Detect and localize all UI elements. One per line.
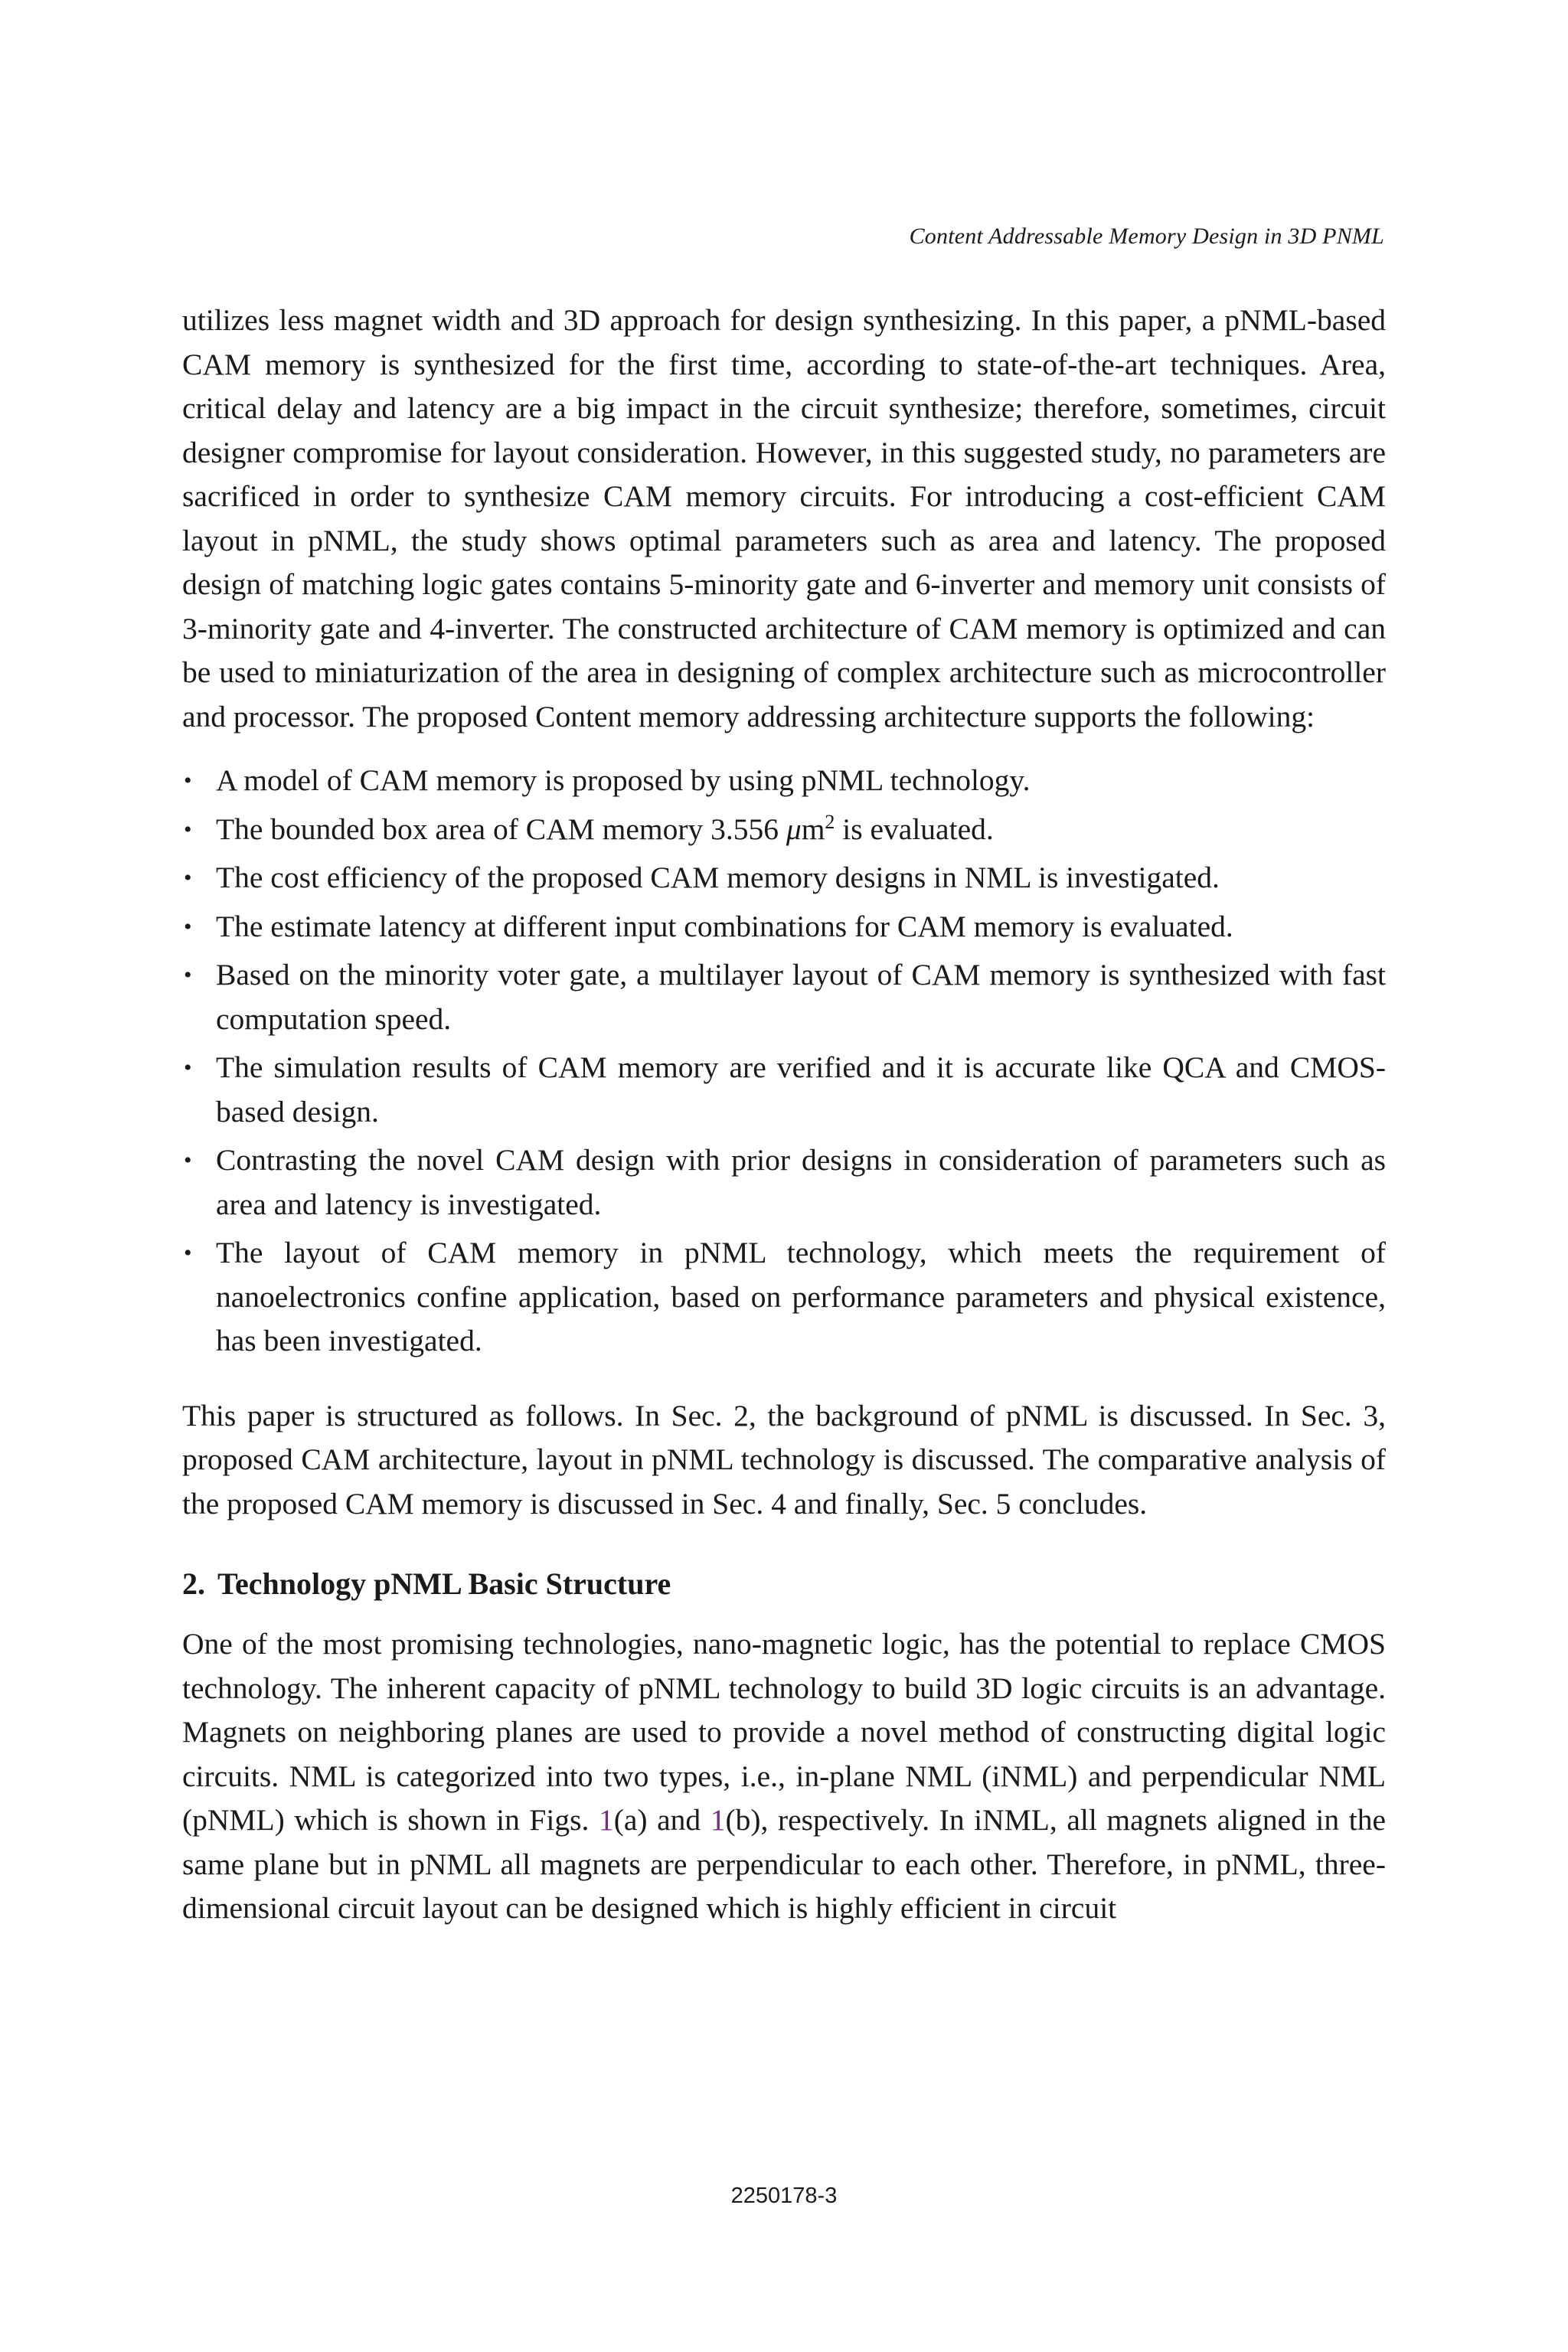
bullet-icon: •	[184, 1240, 192, 1266]
running-header: Content Addressable Memory Design in 3D PNML	[909, 224, 1384, 249]
list-item	[182, 1231, 1386, 1364]
unit-superscript: 2	[825, 810, 835, 833]
intro-paragraph: utilizes less magnet width and 3D approach for design synthesizing. In this paper, a pNML-based CAM memory is synthesized for the first time, according to state-of-the-art techniques. Area, critical delay and latency are a big impact in the circuit synthesize; therefore, sometimes, circuit designer compromise for layout consideration. However, in this suggested study, no parameters are sacrificed in order to synthesize CAM memory circuits. For introducing a cost-efficient CAM layout in pNML, the study shows optimal parameters such as area and latency. The proposed design of matching logic gates contains 5-minority gate and 6-inverter and memory unit consists of 3-minority gate and 4-inverter. The constructed architecture of CAM memory is optimized and can be used to miniaturization of the area in designing of complex architecture such as microcontroller and processor. The proposed Content memory addressing architecture supports the following:	[182, 303, 1386, 733]
section-heading	[182, 1563, 1386, 1606]
list-item-text: The bounded box area of CAM memory 3.556	[216, 812, 786, 846]
list-item	[182, 905, 1386, 949]
structure-paragraph: This paper is structured as follows. In Sec. 2, the background of pNML is discussed. In Sec. 3, proposed CAM architecture, layout in pNML technology is discussed. The comparative analysis of the proposed CAM memory is discussed in Sec. 4 and finally, Sec. 5 concludes.	[182, 1398, 1386, 1521]
bullet-icon: •	[184, 816, 192, 842]
section-title: Technology pNML Basic Structure	[217, 1566, 671, 1601]
list-item-text-tail: is evaluated.	[835, 812, 994, 846]
page-body	[182, 299, 1386, 1931]
section-text: One of the most promising technologies, nano-magnetic logic, has the potential to replace CMOS technology. The inherent capacity of pNML technology to build 3D logic circuits is an advantage. Magnets on neighboring planes are used to provide a novel method of constructing digital logic circuits. NML is categorized into two types, i.e., in-plane NML (iNML) and perpendicular NML (pNML) which is shown in Figs.	[182, 1627, 1386, 1837]
list-item-text: A model of CAM memory is proposed by using pNML technology.	[216, 763, 1031, 797]
contribution-list	[182, 759, 1386, 1364]
list-item	[182, 1138, 1386, 1227]
list-item	[182, 808, 1386, 852]
section-text: (b), respectively. In iNML, all magnets aligned in the same plane but in pNML all magnets are perpendicular to each other. Therefore, in pNML, three-dimensional circuit layout can be designed which is highly efficient in circuit	[182, 1803, 1386, 1925]
figure-reference-link[interactable]: 1	[598, 1803, 614, 1837]
list-item	[182, 759, 1386, 803]
bullet-icon: •	[184, 1055, 192, 1080]
bullet-icon: •	[184, 865, 192, 890]
unit-text: m	[801, 812, 825, 846]
list-item-text: Contrasting the novel CAM design with prior designs in consideration of parameters such as area and latency is investigated.	[216, 1143, 1386, 1221]
list-item	[182, 1046, 1386, 1134]
list-item-text: The simulation results of CAM memory are verified and it is accurate like QCA and CMOS-based design.	[216, 1050, 1386, 1129]
figure-reference-link[interactable]: 1	[710, 1803, 726, 1837]
section-text: (a) and	[613, 1803, 710, 1837]
list-item-text: The layout of CAM memory in pNML technology, which meets the requirement of nanoelectronics confine application, based on performance parameters and physical existence, has been investigated.	[216, 1236, 1386, 1357]
bullet-icon: •	[184, 1148, 192, 1173]
list-item	[182, 953, 1386, 1041]
list-item-text: Based on the minority voter gate, a multilayer layout of CAM memory is synthesized with fast computation speed.	[216, 958, 1386, 1036]
bullet-icon: •	[184, 962, 192, 988]
mu-symbol: μ	[786, 812, 802, 846]
list-item-text: The cost efficiency of the proposed CAM memory designs in NML is investigated.	[216, 861, 1220, 894]
bullet-icon: •	[184, 768, 192, 793]
section-number: 2.	[182, 1566, 205, 1601]
bullet-icon: •	[184, 913, 192, 939]
list-item-text: The estimate latency at different input combinations for CAM memory is evaluated.	[216, 909, 1233, 943]
section-paragraph	[182, 1622, 1386, 1931]
list-item	[182, 856, 1386, 900]
page-number: 2250178-3	[730, 2184, 838, 2208]
